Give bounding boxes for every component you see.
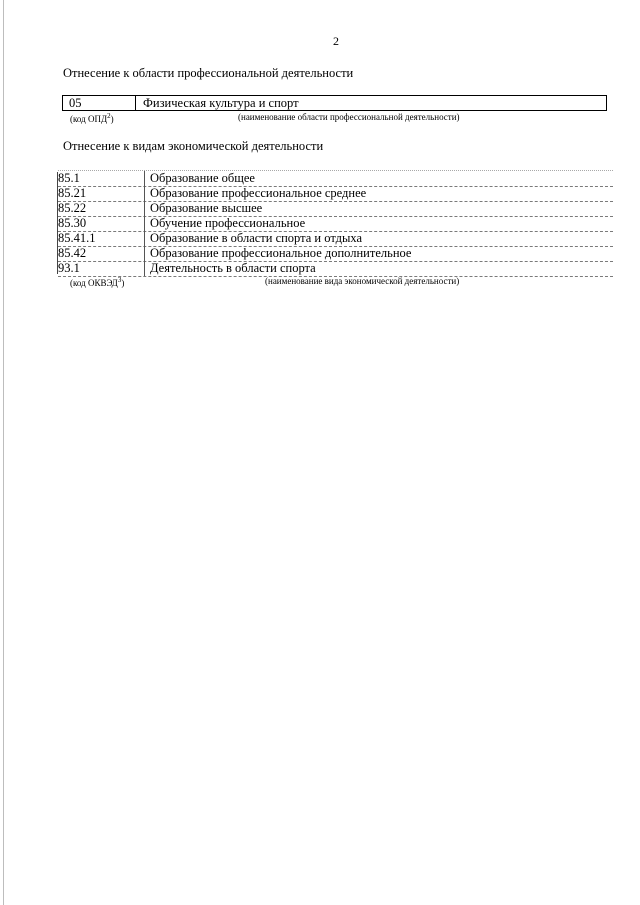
okved-divider bbox=[144, 201, 145, 216]
okved-name: Образование общее bbox=[150, 171, 255, 185]
okved-name: Деятельность в области спорта bbox=[150, 261, 316, 275]
okved-name: Образование в области спорта и отдыха bbox=[150, 231, 363, 245]
opd-code-caption: (код ОПД$^2$) bbox=[70, 112, 114, 124]
okved-code: 85.22 bbox=[58, 201, 87, 215]
okved-code: 85.41.1 bbox=[58, 231, 96, 245]
okved-divider bbox=[144, 186, 145, 201]
okved-code: 85.21 bbox=[58, 186, 87, 200]
table-row bbox=[58, 186, 613, 202]
okved-code: 85.1 bbox=[58, 171, 80, 185]
okved-code: 93.1 bbox=[58, 261, 80, 275]
okved-name: Образование высшее bbox=[150, 201, 263, 215]
okved-divider bbox=[144, 246, 145, 261]
scan-edge-line bbox=[3, 0, 4, 905]
okved-name: Обучение профессиональное bbox=[150, 216, 306, 230]
table-row bbox=[58, 246, 613, 262]
opd-name: Физическая культура и спорт bbox=[143, 96, 299, 110]
okved-divider bbox=[144, 231, 145, 246]
table-row bbox=[58, 201, 613, 217]
okved-name: Образование профессиональное среднее bbox=[150, 186, 367, 200]
okved-divider bbox=[144, 261, 145, 276]
opd-table bbox=[62, 95, 607, 111]
page-number: 2 bbox=[333, 34, 339, 48]
okved-section-title: Отнесение к видам экономической деятельности bbox=[63, 139, 324, 153]
okved-name: Образование профессиональное дополнительное bbox=[150, 246, 412, 260]
table-row bbox=[58, 216, 613, 232]
table-row bbox=[58, 261, 613, 277]
okved-code: 85.42 bbox=[58, 246, 87, 260]
okved-divider bbox=[144, 171, 145, 186]
table-row bbox=[58, 231, 613, 247]
okved-name-caption: (наименование вида экономической деятельности) bbox=[265, 276, 460, 286]
okved-code-caption: (код ОКВЭД$^3$) bbox=[70, 276, 125, 288]
table-row bbox=[58, 171, 613, 187]
okved-code: 85.30 bbox=[58, 216, 87, 230]
okved-divider bbox=[144, 216, 145, 231]
opd-code: 05 bbox=[69, 96, 82, 110]
opd-divider bbox=[135, 96, 136, 111]
opd-section-title: Отнесение к области профессиональной деятельности bbox=[63, 66, 354, 80]
opd-name-caption: (наименование области профессиональной деятельности) bbox=[238, 112, 460, 122]
